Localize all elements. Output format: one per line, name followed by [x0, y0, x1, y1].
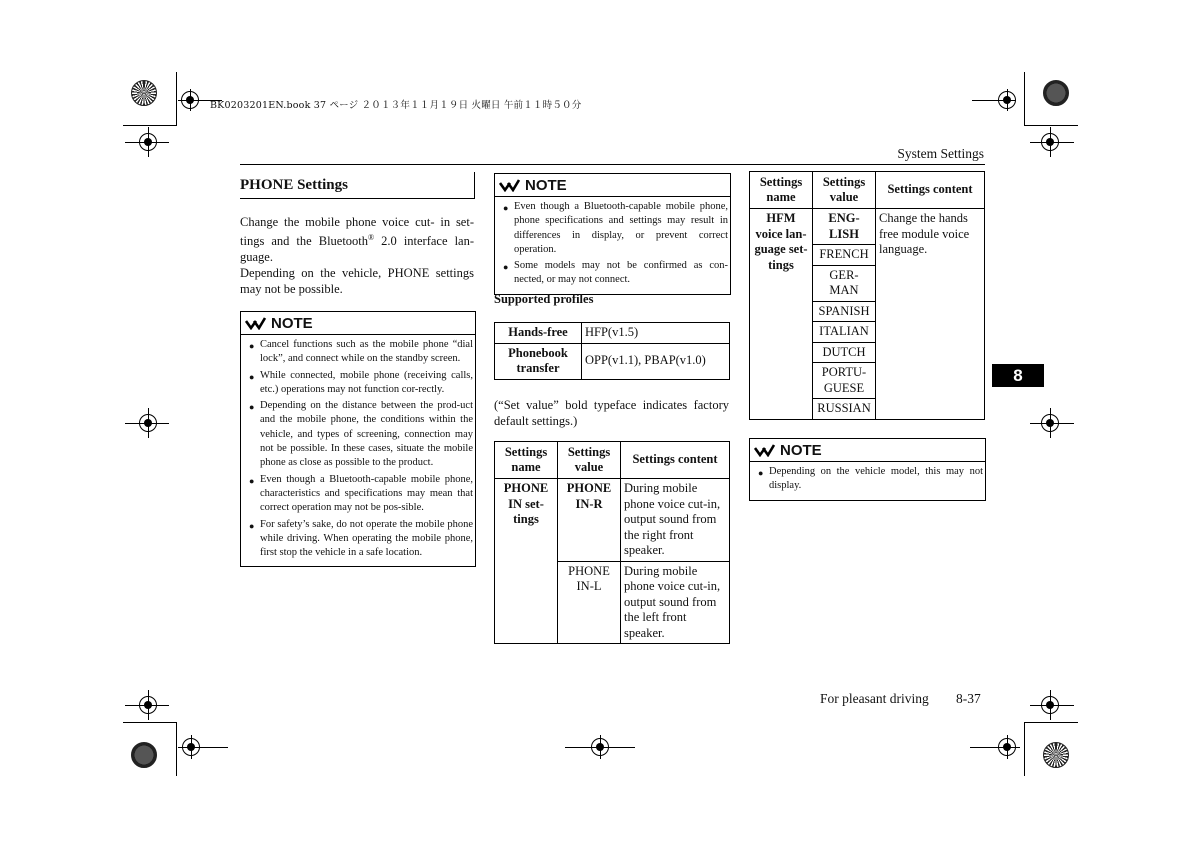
- table-header-row: [495, 442, 730, 479]
- profile-name: Hands-free: [495, 323, 582, 344]
- setting-name-cell: PHONE IN set-tings: [495, 479, 558, 644]
- setting-content-cell: Change the hands free module voice language.: [876, 209, 985, 420]
- hfm-language-table: [749, 171, 985, 420]
- note-header: [750, 439, 985, 462]
- phone-in-table: [494, 441, 730, 644]
- column-header: Settings value: [558, 442, 621, 479]
- note-item: ● Depending on the vehicle model, this may not display.: [758, 465, 983, 494]
- bullet-icon: ●: [249, 520, 255, 531]
- bullet-icon: ●: [503, 262, 509, 273]
- bullet-icon: ●: [249, 402, 255, 413]
- setting-value-cell: ITALIAN: [813, 322, 876, 343]
- profiles-table: [494, 322, 730, 380]
- table-row: [495, 323, 730, 344]
- column-header: Settings name: [750, 172, 813, 209]
- bullet-icon: ●: [249, 371, 255, 382]
- chapter-tab: 8: [992, 364, 1044, 387]
- note-item: ● Cancel functions such as the mobile phone “dial lock”, and connect while on the standby screen.: [249, 338, 473, 367]
- header-rule: [240, 164, 985, 165]
- print-info: BK0203201EN.book 37 ページ ２０１３年１１月１９日 火曜日 午前１１時５０分: [210, 100, 582, 111]
- bullet-icon: ●: [249, 341, 255, 351]
- setting-name-cell: HFM voice lan-guage set-tings: [750, 209, 813, 420]
- column-header: Settings content: [621, 442, 730, 479]
- note-box-left: [240, 311, 476, 567]
- footer-section: For pleasant driving: [820, 691, 929, 706]
- profile-name: Phonebook transfer: [495, 343, 582, 379]
- setting-content-cell: During mobile phone voice cut-in, output sound from the left front speaker.: [621, 561, 730, 644]
- table-row: [495, 343, 730, 379]
- note-label: NOTE: [525, 176, 567, 194]
- column-header: Settings value: [813, 172, 876, 209]
- note-item: ● For safety’s sake, do not operate the mobile phone while driving. When operating the mobile phone, first stop the vehicle in a safe location.: [249, 518, 473, 561]
- table-header-row: [750, 172, 985, 209]
- check-icon: [499, 178, 521, 192]
- note-label: NOTE: [780, 441, 822, 459]
- bullet-icon: ●: [758, 468, 764, 478]
- section-title: PHONE Settings: [240, 172, 475, 199]
- setting-value-cell: PORTU-GUESE: [813, 363, 876, 399]
- setting-value-cell: DUTCH: [813, 342, 876, 363]
- column-header: Settings name: [495, 442, 558, 479]
- column-header: Settings content: [876, 172, 985, 209]
- profile-value: OPP(v1.1), PBAP(v1.0): [582, 343, 730, 379]
- check-icon: [754, 443, 776, 457]
- page-number: 8-37: [956, 691, 981, 706]
- note-box-middle: [494, 173, 731, 295]
- table-row: [495, 479, 730, 562]
- setting-value-cell: RUSSIAN: [813, 399, 876, 420]
- note-item: ● Some models may not be confirmed as con-nected, or may not connect.: [503, 259, 728, 288]
- profiles-heading: Supported profiles: [494, 292, 594, 306]
- intro-text: Change the mobile phone voice cut- in set-tings and the Bluetooth® 2.0 interface lan-guage. Depending on the vehicle, PHONE settings may not be possible.: [240, 215, 474, 297]
- bullet-icon: ●: [503, 203, 509, 213]
- table-row: [750, 209, 985, 245]
- note-item: ● Depending on the distance between the prod-uct and the mobile phone, the conditions within the vehicle, and types of screening, connection may not be possible. In these cases, situate the mobile phone as close as possible to the product.: [249, 399, 473, 470]
- setting-value-cell: GER-MAN: [813, 265, 876, 301]
- profile-value: HFP(v1.5): [582, 323, 730, 344]
- setting-value-cell: ENG-LISH: [813, 209, 876, 245]
- note-item: ● Even though a Bluetooth-capable mobile phone, phone specifications and settings may result in differences in display, or prevent correct operation.: [503, 200, 728, 257]
- setting-value-cell: PHONE IN-L: [558, 561, 621, 644]
- setting-value-cell: PHONE IN-R: [558, 479, 621, 562]
- note-item: ● While connected, mobile phone (receiving calls, etc.) operations may not function cor-rectly.: [249, 369, 473, 398]
- note-label: NOTE: [271, 314, 313, 332]
- note-box-right: [749, 438, 986, 501]
- note-header: [241, 312, 475, 335]
- setting-value-cell: FRENCH: [813, 245, 876, 266]
- setting-content-cell: During mobile phone voice cut-in, output sound from the right front speaker.: [621, 479, 730, 562]
- check-icon: [245, 316, 267, 330]
- note-item: ● Even though a Bluetooth-capable mobile phone, characteristics and specifications may mean that correct operation may not be pos-sible.: [249, 473, 473, 516]
- setting-value-cell: SPANISH: [813, 301, 876, 322]
- set-value-note: (“Set value” bold typeface indicates factory default settings.): [494, 398, 729, 428]
- bullet-icon: ●: [249, 475, 255, 486]
- header-title: System Settings: [897, 146, 984, 161]
- note-header: [495, 174, 730, 197]
